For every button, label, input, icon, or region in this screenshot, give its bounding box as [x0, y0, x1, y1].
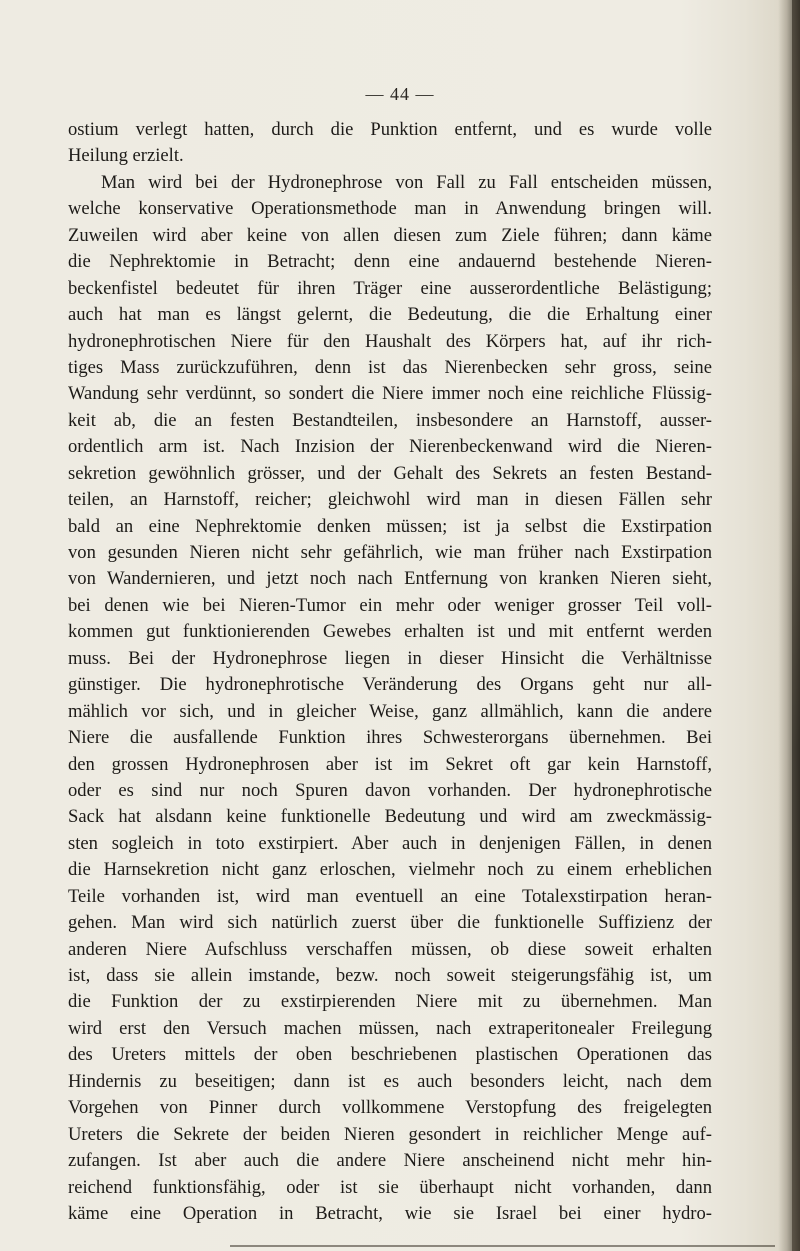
text-line: Heilung erzielt. — [68, 145, 184, 167]
text-line: welche konservative Operationsmethode man in Anwendung bringen will. — [68, 198, 712, 220]
text-line: ist, dass sie allein imstande, bezw. noch soweit steigerungsfähig ist, um — [68, 965, 712, 986]
text-line: Wandung sehr verdünnt, so sondert die Niere immer noch eine reichliche Flüssig- — [68, 383, 712, 405]
text-line: sten sogleich in toto exstirpiert. Aber auch in denjenigen Fällen, in denen — [68, 832, 712, 854]
text-line: zufangen. Ist aber auch die andere Niere anscheinend nicht mehr hin- — [68, 1150, 712, 1172]
text-line: wird erst den Versuch machen müssen, nach extraperitonealer Freilegung — [68, 1017, 712, 1039]
text-line: günstiger. Die hydronephrotische Veränderung des Organs geht nur all- — [68, 674, 712, 696]
text-line: auch hat man es längst gelernt, die Bedeutung, die die Erhaltung einer — [68, 304, 712, 326]
text-line: sekretion gewöhnlich grösser, und der Gehalt des Sekrets an festen Bestand- — [68, 462, 712, 484]
text-line: die Harnsekretion nicht ganz erloschen, vielmehr noch zu einem erheblichen — [68, 859, 712, 881]
text-line: Sack hat alsdann keine funktionelle Bedeutung und wird am zweckmässig- — [68, 806, 712, 828]
bottom-scan-line — [230, 1245, 775, 1247]
page-number: — 44 — — [365, 84, 435, 104]
text-line: beckenfistel bedeutet für ihren Träger eine ausserordentliche Belästigung; — [68, 277, 712, 299]
text-line: oder es sind nur noch Spuren davon vorhanden. Der hydronephrotische — [68, 779, 712, 801]
text-line: Ureters die Sekrete der beiden Nieren gesondert in reichlicher Menge auf- — [68, 1123, 712, 1145]
text-line: bei denen wie bei Nieren-Tumor ein mehr oder weniger grosser Teil voll- — [68, 594, 712, 616]
page-edge-dark — [792, 0, 800, 1251]
text-line: muss. Bei der Hydronephrose liegen in dieser Hinsicht die Verhältnisse — [68, 647, 712, 669]
text-line: tiges Mass zurückzuführen, denn ist das Nierenbecken sehr gross, seine — [68, 356, 712, 378]
text-line: ordentlich arm ist. Nach Inzision der Nierenbeckenwand wird die Nieren- — [68, 436, 712, 458]
text-line: bald an eine Nephrektomie denken müssen; ist ja selbst die Exstirpation — [68, 515, 712, 537]
text-line: anderen Niere Aufschluss verschaffen müssen, ob diese soweit erhalten — [68, 938, 712, 960]
text-line: hydronephrotischen Niere für den Haushalt des Körpers hat, auf ihr rich- — [68, 330, 712, 352]
text-line: die Funktion der zu exstirpierenden Niere mit zu übernehmen. Man — [68, 991, 712, 1013]
text-line: den grossen Hydronephrosen aber ist im Sekret oft gar kein Harnstoff, — [68, 753, 712, 775]
text-line: Teile vorhanden ist, wird man eventuell an eine Totalexstirpation heran- — [68, 885, 712, 907]
text-line: Vorgehen von Pinner durch vollkommene Verstopfung des freigelegten — [68, 1097, 712, 1119]
text-line: von Wandernieren, und jetzt noch nach Entfernung von kranken Nieren sieht, — [68, 568, 712, 590]
text-line: die Nephrektomie in Betracht; denn eine andauernd bestehende Nieren- — [68, 251, 712, 273]
text-line: keit ab, die an festen Bestandteilen, insbesondere an Harnstoff, ausser- — [68, 409, 712, 431]
text-line: des Ureters mittels der oben beschriebenen plastischen Operationen das — [68, 1044, 712, 1066]
text-line: kommen gut funktionierenden Gewebes erhalten ist und mit entfernt werden — [68, 621, 712, 643]
text-line: Man wird bei der Hydronephrose von Fall zu Fall entscheiden müssen, — [101, 171, 712, 193]
text-line: gehen. Man wird sich natürlich zuerst über die funktionelle Suffizienz der — [68, 912, 712, 934]
text-line: ostium verlegt hatten, durch die Punktion entfernt, und es wurde volle — [68, 119, 712, 140]
text-line: mählich vor sich, und in gleicher Weise, ganz allmählich, kann die andere — [68, 700, 712, 722]
text-line: Hindernis zu beseitigen; dann ist es auch besonders leicht, nach dem — [68, 1070, 712, 1092]
text-line: Niere die ausfallende Funktion ihres Schwesterorgans übernehmen. Bei — [68, 727, 712, 749]
text-line: von gesunden Nieren nicht sehr gefährlich, wie man früher nach Exstirpation — [68, 542, 712, 563]
text-line: reichend funktionsfähig, oder ist sie überhaupt nicht vorhanden, dann — [68, 1176, 712, 1198]
body-text — [68, 117, 712, 1227]
text-line: teilen, an Harnstoff, reicher; gleichwohl wird man in diesen Fällen sehr — [68, 489, 712, 511]
text-line: käme eine Operation in Betracht, wie sie Israel bei einer hydro- — [68, 1202, 712, 1224]
text-line: Zuweilen wird aber keine von allen diesen zum Ziele führen; dann käme — [68, 224, 712, 246]
